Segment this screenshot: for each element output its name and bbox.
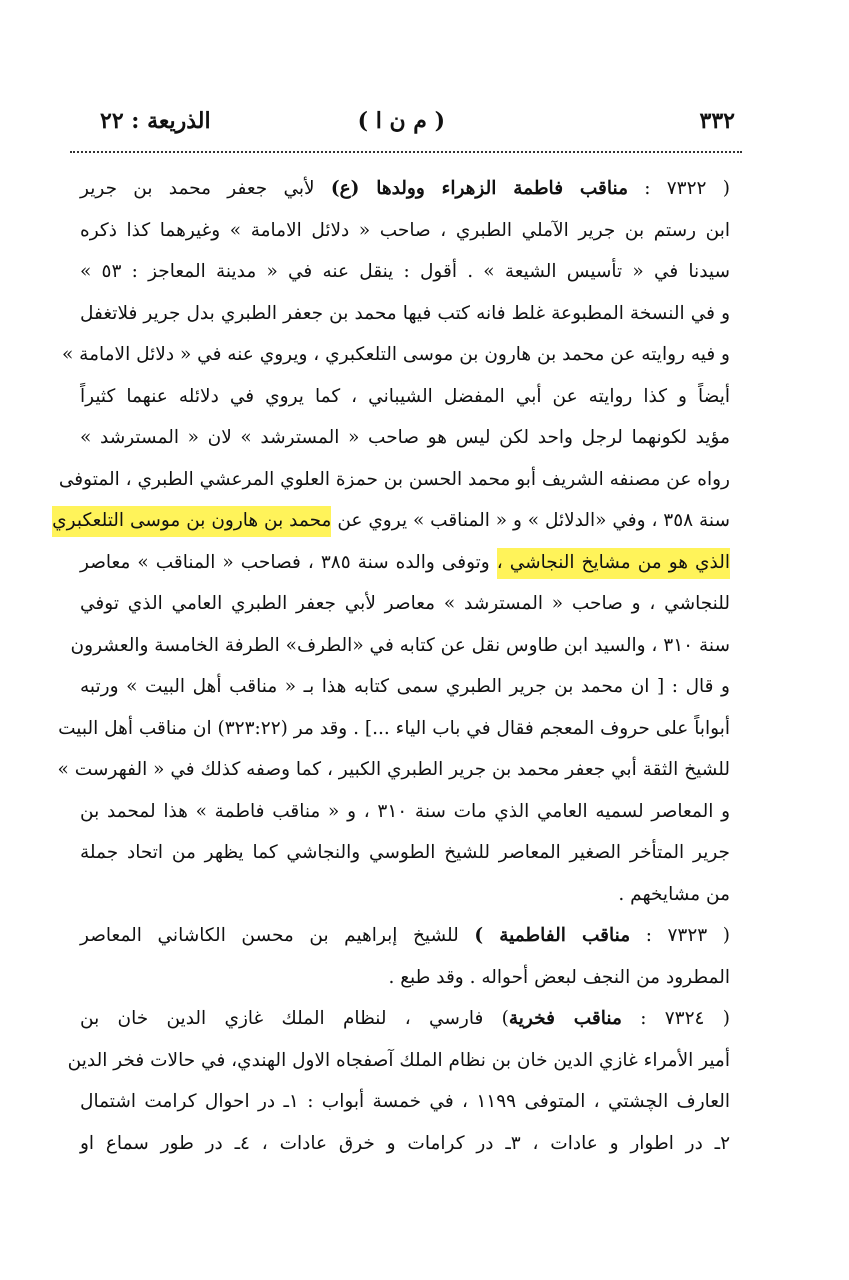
line-text: و فيه روايته عن محمد بن هارون بن موسى التلعكبري ، ويروي عنه في « دلائل الامامة » [61, 344, 730, 365]
line-text: ( ٧٣٢٤ : [621, 1008, 731, 1029]
text-line [80, 1127, 730, 1161]
text-line [61, 338, 730, 372]
page-header [70, 108, 745, 142]
line-text: ( ٧٣٢٢ : [628, 178, 730, 199]
text-line [80, 380, 730, 414]
text-line [57, 753, 730, 787]
line-text: و قال : [ ان محمد بن جرير الطبري سمى كتابه هذا بـ « مناقب أهل البيت » ورتبه [80, 676, 730, 697]
header-letters: ( م ن ا ) [357, 108, 445, 134]
entry-title: مناقب الفاطمية ) [474, 925, 631, 946]
text-line [58, 463, 730, 497]
text-line [80, 587, 730, 621]
text-line [80, 1002, 730, 1036]
line-text: من مشايخهم . [618, 883, 730, 905]
text-line [80, 546, 730, 580]
line-text: لأبي جعفر محمد بن جرير [80, 178, 331, 199]
line-text: سنة ٣٥٨ ، وفي «الدلائل » و « المناقب » يروي عن [331, 510, 730, 531]
text-line [80, 297, 730, 331]
line-text: المطرود من النجف لبعض أحواله . وقد طبع . [388, 966, 730, 988]
text-line [80, 172, 730, 206]
line-text: للشيخ إبراهيم بن محسن الكاشاني المعاصر [80, 925, 475, 946]
line-text: و في النسخة المطبوعة غلط فانه كتب فيها محمد بن جعفر الطبري بدل جرير فلاتغفل [80, 302, 730, 324]
text-line [80, 255, 730, 289]
text-line [80, 1085, 730, 1119]
line-text: ( ٧٣٢٣ : [630, 925, 731, 946]
line-text: أبواباً على حروف المعجم فقال في باب الياء ...] . وقد مر (٣٢٣:٢٢) ان مناقب أهل البيت [58, 717, 730, 739]
header-divider [70, 151, 742, 153]
text-line [58, 712, 730, 746]
text-line [80, 214, 730, 248]
line-text: وتوفى والده سنة ٣٨٥ ، فصاحب « المناقب » معاصر [80, 551, 497, 573]
text-line [80, 961, 730, 995]
entry-title: مناقب فاطمة الزهراء وولدها (ع) [330, 178, 628, 199]
text-line [80, 795, 730, 829]
line-text: أمير الأمراء غازي الدين خان بن نظام الملك آصفجاه الاول الهندي، في حالات فخر الدين [67, 1049, 730, 1071]
line-text: ) فارسي ، لنظام الملك غازي الدين خان بن [80, 1008, 509, 1029]
text-line [80, 836, 730, 870]
line-text: و المعاصر لسميه العامي الذي مات سنة ٣١٠ ، و « مناقب فاطمة » هذا لمحمد بن [80, 800, 730, 822]
line-text: ابن رستم بن جرير الآملي الطبري ، صاحب « دلائل الامامة » وغيرهما كذا ذكره [80, 219, 730, 241]
text-line [67, 1044, 730, 1078]
line-text: جرير المتأخر الصغير المعاصر للشيخ الطوسي والنجاشي كما يظهر من اتحاد جملة [80, 842, 730, 863]
line-text: العارف الچشتي ، المتوفى ١١٩٩ ، في خمسة أبواب : ١ـ در احوال كرامت اشتمال [80, 1091, 731, 1112]
running-title: الذريعة : ٢٢ [100, 108, 211, 134]
text-line [80, 919, 730, 953]
text-line [52, 504, 730, 538]
highlighted-text: الذي هو من مشايخ النجاشي ، [497, 548, 730, 579]
line-text: سنة ٣١٠ ، والسيد ابن طاوس نقل عن كتابه في «الطرف» الطرفة الخامسة والعشرون [70, 634, 730, 656]
highlighted-text: محمد بن هارون بن موسى التلعكبري [52, 506, 331, 537]
line-text: سيدنا في « تأسيس الشيعة » . أقول : ينقل عنه في « مدينة المعاجز : ٥٣ » [80, 261, 731, 282]
line-text: للنجاشي ، و صاحب « المسترشد » معاصر لأبي جعفر الطبري العامي الذي توفي [80, 593, 730, 614]
line-text: للشيخ الثقة أبي جعفر محمد بن جرير الطبري الكبير ، كما وصفه كذلك في « الفهرست » [57, 759, 730, 780]
entry-title: مناقب فخرية [508, 1008, 622, 1029]
text-line [80, 878, 730, 912]
line-text: مؤيد لكونهما لرجل واحد لكن ليس هو صاحب « المسترشد » لان « المسترشد » [80, 427, 730, 448]
line-text: رواه عن مصنفه الشريف أبو محمد الحسن بن حمزة العلوي المرعشي الطبري ، المتوفى [58, 468, 730, 490]
page-number: ٣٣٢ [699, 108, 735, 134]
text-line [70, 629, 730, 663]
text-line [80, 670, 730, 704]
line-text: ٢ـ در اطوار و عادات ، ٣ـ در كرامات و خرق عادات ، ٤ـ در طور سماع او [80, 1132, 730, 1154]
line-text: أيضاً و كذا روايته عن أبي المفضل الشيباني ، كما يروي في دلائله عنهما كثيراً [80, 385, 730, 407]
text-line [80, 421, 730, 455]
